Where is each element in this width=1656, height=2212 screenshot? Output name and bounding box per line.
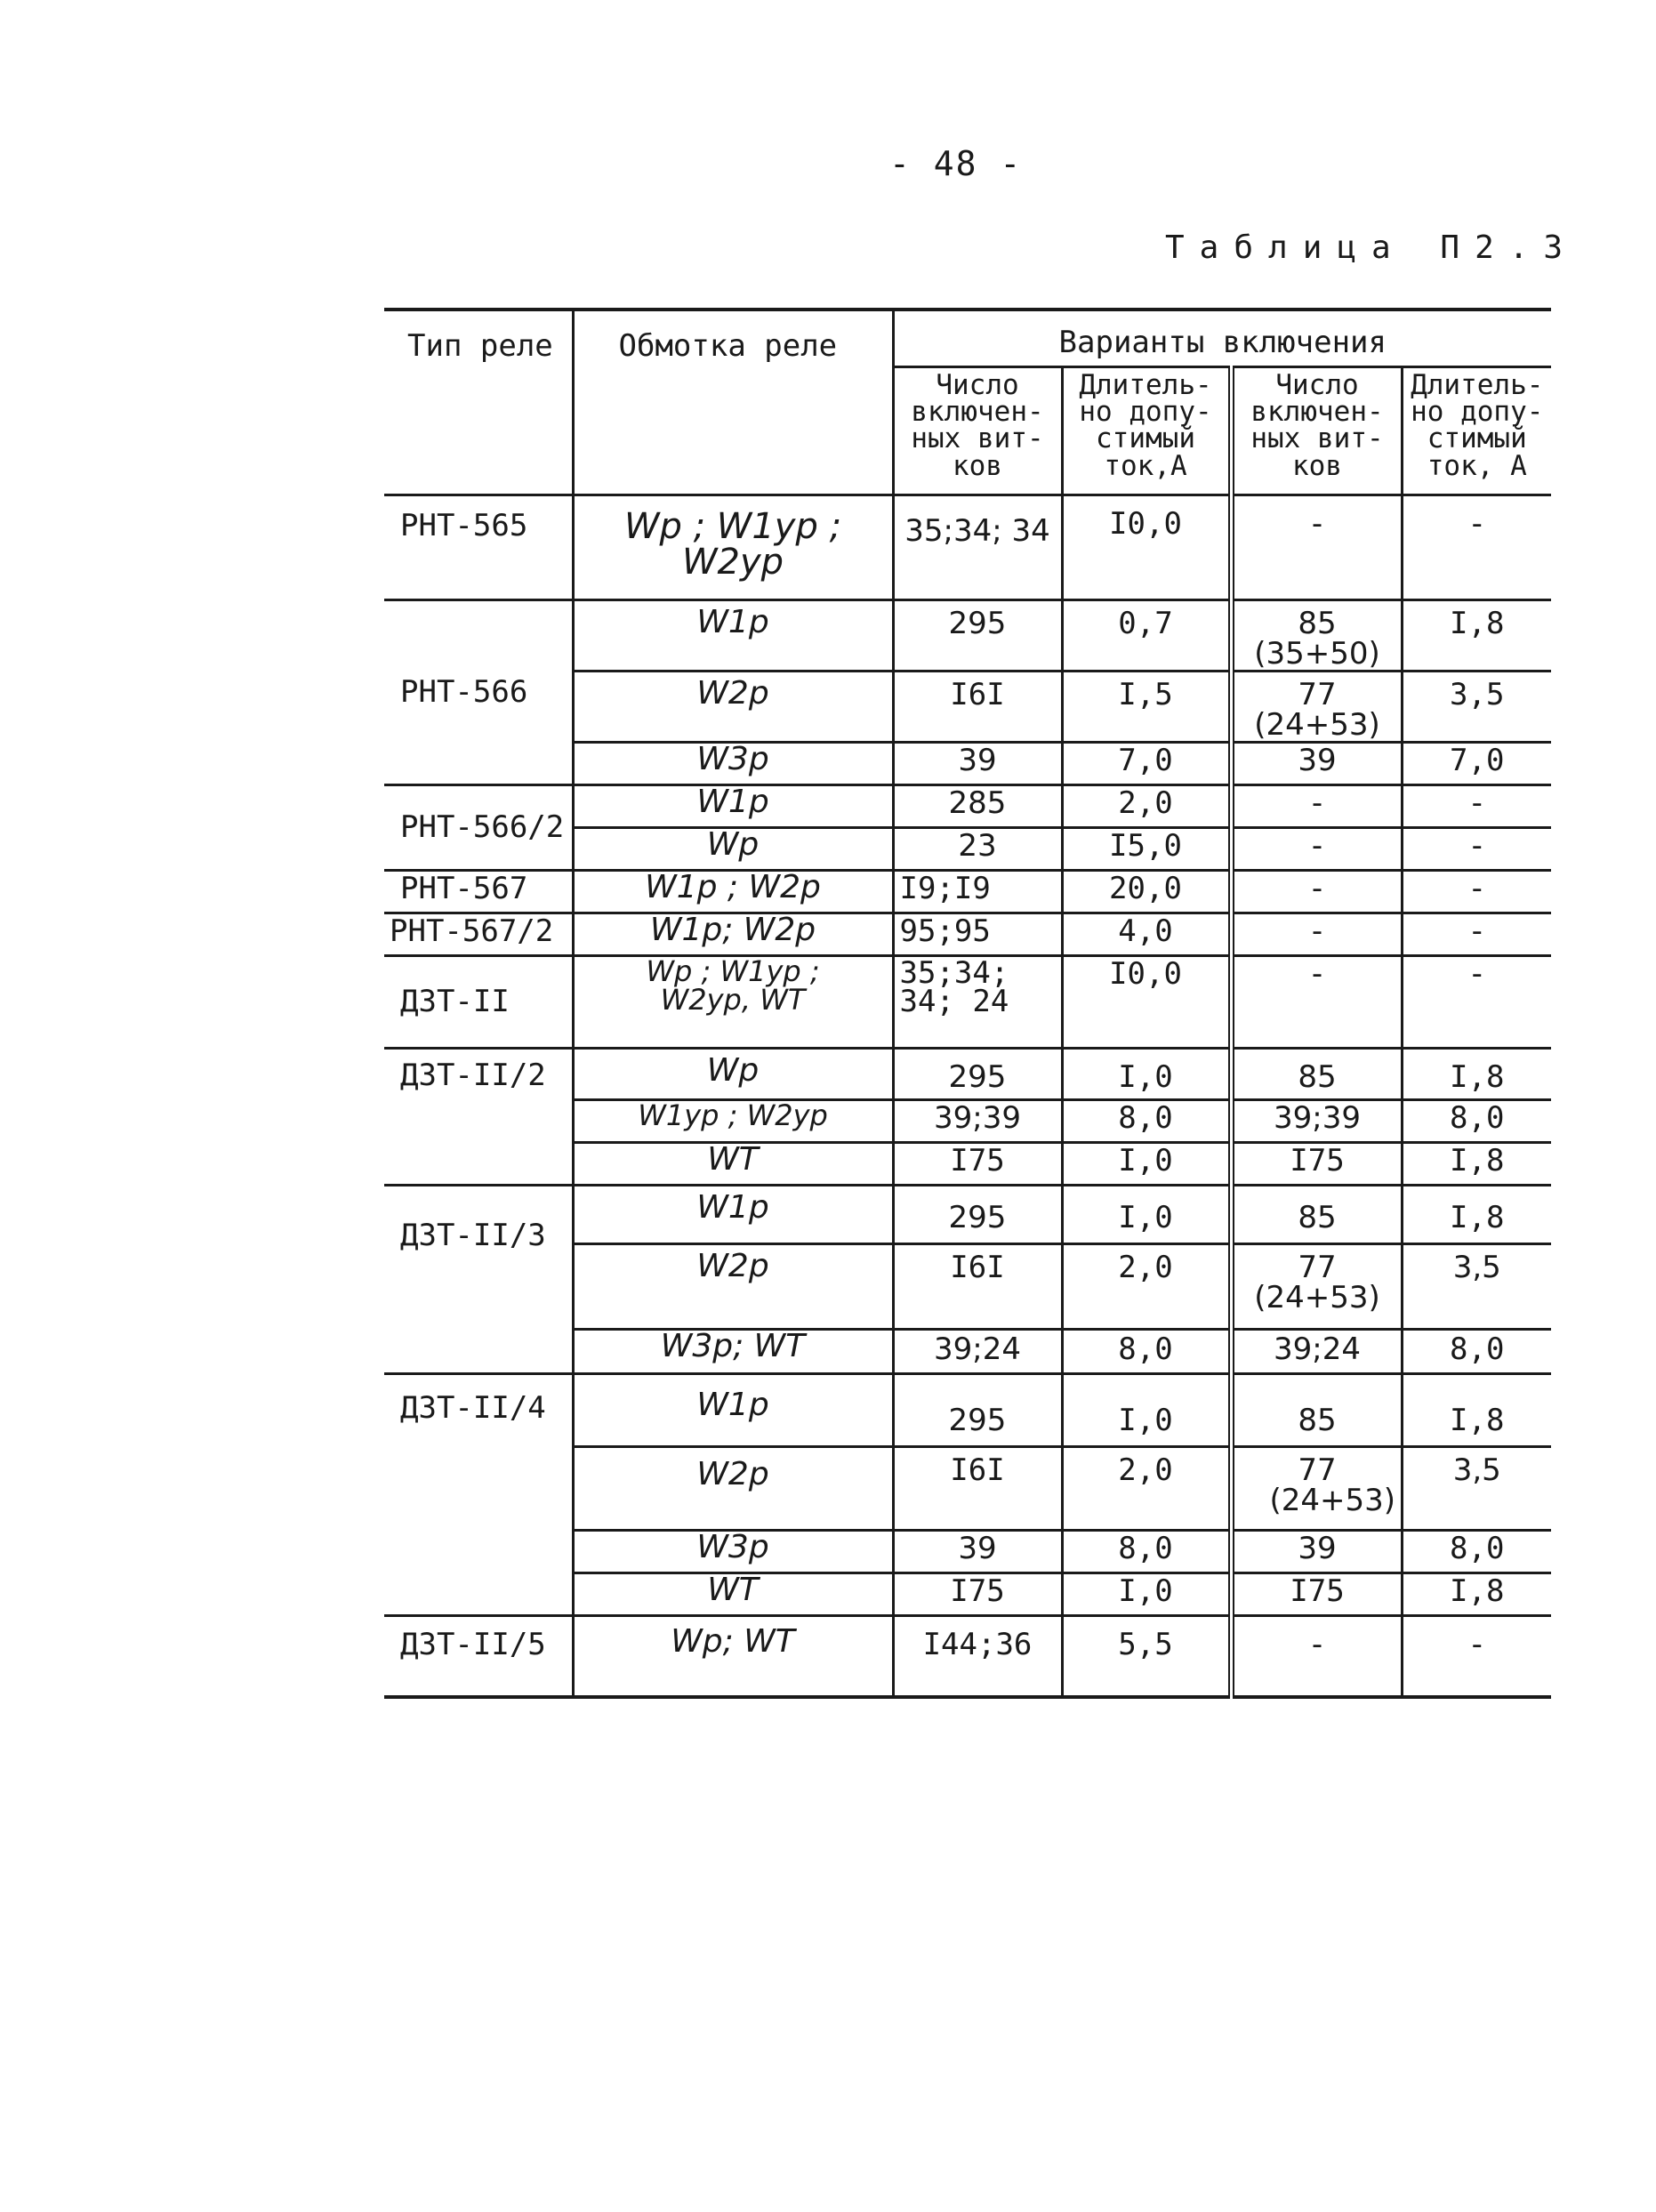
current-1: I,0 (1062, 1048, 1231, 1099)
turns-2: - (1231, 913, 1402, 955)
turns-2: 39 (1231, 1530, 1402, 1573)
header-variants: Варианты включения (893, 310, 1551, 366)
relay-type: РНТ-567/2 (384, 913, 573, 955)
current-1: 5,5 (1062, 1615, 1231, 1697)
current-1: 20,0 (1062, 870, 1231, 913)
winding: W2р (573, 671, 893, 742)
current-2: - (1402, 955, 1551, 1048)
relay-winding-table (384, 308, 1551, 1699)
turns-2: I75 (1231, 1142, 1402, 1185)
turns-1: 35;34; 34; 24 (893, 955, 1062, 1048)
header-turns-2: Число включен-ных вит-ков (1231, 366, 1402, 495)
header-current-1: Длитель-но допу-стимый ток,А (1062, 366, 1231, 495)
relay-type: РНТ-566 (384, 599, 573, 784)
current-2: 3,5 (1402, 1243, 1551, 1329)
current-2: 7,0 (1402, 742, 1551, 784)
current-1: I,0 (1062, 1573, 1231, 1615)
winding: W1р (573, 599, 893, 671)
turns-2: - (1231, 870, 1402, 913)
current-2: - (1402, 784, 1551, 827)
turns-1: 39 (893, 1530, 1062, 1573)
turns-1: I75 (893, 1573, 1062, 1615)
turns-1: 95;95 (893, 913, 1062, 955)
winding: WТ (573, 1142, 893, 1185)
turns-1: I44;36 (893, 1615, 1062, 1697)
current-1: I,0 (1062, 1142, 1231, 1185)
turns-1: 39;39 (893, 1099, 1062, 1142)
turns-2: 85 (1231, 1373, 1402, 1446)
turns-1: 35;34; 34 (893, 495, 1062, 599)
relay-type: РНТ-567 (384, 870, 573, 913)
current-2: 8,0 (1402, 1329, 1551, 1373)
header-current-2: Длитель-но допу-стимый ток, А (1402, 366, 1551, 495)
current-1: I,0 (1062, 1373, 1231, 1446)
turns-2: 85 (35+50) (1231, 599, 1402, 671)
winding: W3р (573, 1530, 893, 1573)
current-2: I,8 (1402, 1573, 1551, 1615)
turns-1: 295 (893, 1373, 1062, 1446)
turns-2: 77 (24+53) (1231, 1446, 1402, 1530)
current-1: 8,0 (1062, 1329, 1231, 1373)
current-2: I,8 (1402, 1185, 1551, 1243)
current-1: I,0 (1062, 1185, 1231, 1243)
turns-2: 39;39 (1231, 1099, 1402, 1142)
current-1: I0,0 (1062, 495, 1231, 599)
turns-2: 85 (1231, 1048, 1402, 1099)
header-turns-1: Число включен-ных вит-ков (893, 366, 1062, 495)
current-2: - (1402, 913, 1551, 955)
winding: W3р; WТ (573, 1329, 893, 1373)
winding: W3р (573, 742, 893, 784)
page-number: - 48 - (889, 144, 1023, 183)
current-1: 7,0 (1062, 742, 1231, 784)
turns-1: 23 (893, 827, 1062, 870)
current-2: - (1402, 495, 1551, 599)
current-1: 8,0 (1062, 1099, 1231, 1142)
turns-2: 77 (24+53) (1231, 671, 1402, 742)
winding: WТ (573, 1573, 893, 1615)
turns-2: 39;24 (1231, 1329, 1402, 1373)
current-2: - (1402, 1615, 1551, 1697)
winding: W2р (573, 1446, 893, 1530)
current-1: 2,0 (1062, 784, 1231, 827)
turns-1: 39 (893, 742, 1062, 784)
winding: Wр; WТ (573, 1615, 893, 1697)
current-2: 8,0 (1402, 1530, 1551, 1573)
current-2: 3,5 (1402, 1446, 1551, 1530)
header-relay-type: Тип реле (384, 310, 573, 495)
turns-1: I6I (893, 1243, 1062, 1329)
current-2: 3,5 (1402, 671, 1551, 742)
current-2: I,8 (1402, 1048, 1551, 1099)
turns-1: 295 (893, 1048, 1062, 1099)
current-2: I,8 (1402, 1142, 1551, 1185)
winding: Wр (573, 827, 893, 870)
winding: W1р (573, 1373, 893, 1446)
current-2: - (1402, 870, 1551, 913)
winding: W1р (573, 1185, 893, 1243)
current-2: - (1402, 827, 1551, 870)
current-1: 2,0 (1062, 1446, 1231, 1530)
current-1: I5,0 (1062, 827, 1231, 870)
turns-2: - (1231, 784, 1402, 827)
turns-1: I6I (893, 671, 1062, 742)
winding: W1р (573, 784, 893, 827)
winding: Wр ; W1ур ; W2ур (573, 495, 893, 599)
turns-1: I6I (893, 1446, 1062, 1530)
current-1: 0,7 (1062, 599, 1231, 671)
turns-1: 295 (893, 1185, 1062, 1243)
current-1: 8,0 (1062, 1530, 1231, 1573)
turns-2: - (1231, 827, 1402, 870)
turns-2: - (1231, 955, 1402, 1048)
turns-1: 39;24 (893, 1329, 1062, 1373)
current-2: 8,0 (1402, 1099, 1551, 1142)
winding: W1ур ; W2ур (573, 1099, 893, 1142)
winding: W1р ; W2р (573, 870, 893, 913)
header-winding: Обмотка реле (573, 310, 893, 495)
relay-type: ДЗТ-II/4 (384, 1373, 573, 1615)
relay-type: ДЗТ-II/2 (384, 1048, 573, 1185)
turns-2: - (1231, 1615, 1402, 1697)
relay-type: РНТ-566/2 (384, 784, 573, 870)
winding: W2р (573, 1243, 893, 1329)
current-2: I,8 (1402, 1373, 1551, 1446)
current-2: I,8 (1402, 599, 1551, 671)
turns-2: 77 (24+53) (1231, 1243, 1402, 1329)
relay-type: ДЗТ-II/3 (384, 1185, 573, 1373)
relay-type: РНТ-565 (384, 495, 573, 599)
winding: Wр ; W1ур ; W2ур, WТ (573, 955, 893, 1048)
current-1: I0,0 (1062, 955, 1231, 1048)
current-1: 4,0 (1062, 913, 1231, 955)
turns-1: I9;I9 (893, 870, 1062, 913)
table-caption: Таблица П2.3 (1165, 229, 1579, 266)
turns-1: 285 (893, 784, 1062, 827)
turns-2: - (1231, 495, 1402, 599)
turns-1: I75 (893, 1142, 1062, 1185)
turns-2: 39 (1231, 742, 1402, 784)
turns-2: I75 (1231, 1573, 1402, 1615)
current-1: 2,0 (1062, 1243, 1231, 1329)
turns-1: 295 (893, 599, 1062, 671)
relay-type: ДЗТ-II (384, 955, 573, 1048)
relay-type: ДЗТ-II/5 (384, 1615, 573, 1697)
winding: Wр (573, 1048, 893, 1099)
turns-2: 85 (1231, 1185, 1402, 1243)
winding: W1р; W2р (573, 913, 893, 955)
current-1: I,5 (1062, 671, 1231, 742)
